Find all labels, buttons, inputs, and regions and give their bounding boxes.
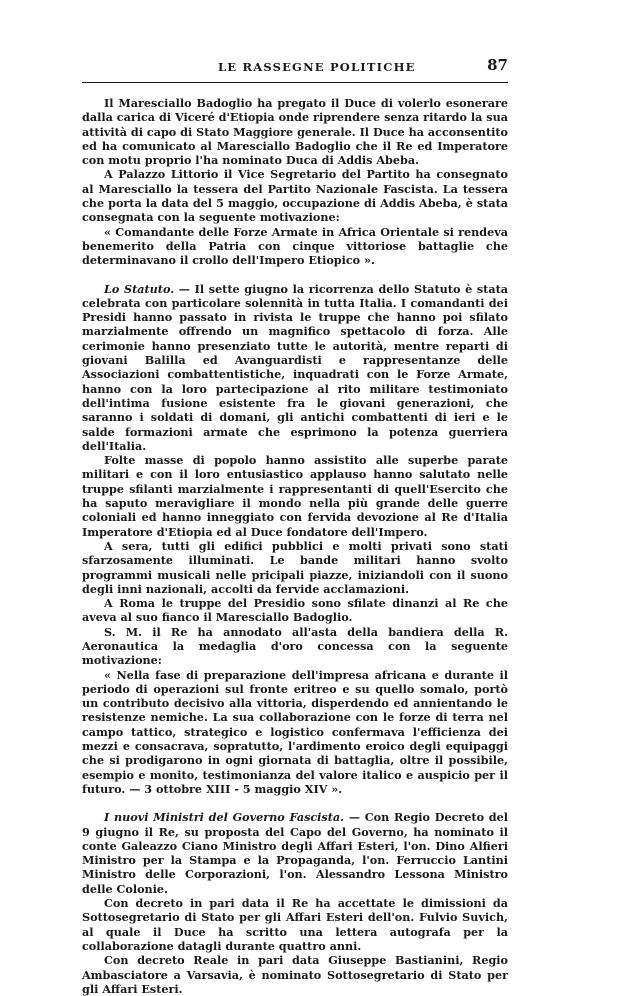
statuto-paragraph-1-text: — Il sette giugno la ricorrenza dello Statuto è stata celebrata con particolare solennità in tutta Italia. I comandanti dei Presidi hanno passato in rivista le truppe che hanno poi sfilato marzialmente offrendo un magnifico spettacolo di forza. Alle cerimonie hanno presenziato tutte le autorità, mentre reparti di giovani Balilla ed Avanguardisti e rappresentanze delle Associazioni combattentistiche, inquadrati con le Forze Armate, hanno con la loro partecipazione al rito militare testimoniato dell'intima fusione esistente fra le giovani generazioni, che saranno i soldati di domani, gli antichi combattenti di ieri e le salde formazioni armate che esprimono la potenza guerriera dell'Italia. [82, 281, 508, 453]
badoglio-paragraph-1: Il Maresciallo Badoglio ha pregato il Duce di volerlo esonerare dalla carica di Viceré d'Etiopia onde riprendere senza ritardo la sua attività di capo di Stato Maggiore generale. Il Duce ha acconsentito ed ha comunicato al Maresciallo Badoglio che il Re ed Imperatore con motu proprio l'ha nominato Duca di Addis Abeba. [82, 96, 508, 168]
statuto-paragraph-1 [82, 282, 508, 454]
badoglio-paragraph-2: A Palazzo Littorio il Vice Segretario del Partito ha consegnato al Maresciallo la tessera del Partito Nazionale Fascista. La tessera che porta la data del 5 maggio, occupazione di Addis Abeba, è stata consegnata con la seguente motivazione: [82, 167, 508, 225]
ministri-paragraph-2: Con decreto in pari data il Re ha accettate le dimissioni da Sottosegretario di Stato per gli Affari Esteri dell'on. Fulvio Suvich, al quale il Duce ha scritto una lettera autografa per la collaborazione datagli durante quattro anni. [82, 896, 508, 953]
ministri-section-title: I nuovi Ministri del Governo Fascista. [104, 810, 345, 825]
section-gap [82, 796, 508, 810]
statuto-paragraph-4: A Roma le truppe del Presidio sono sfilate dinanzi al Re che aveva al suo fianco il Maresciallo Badoglio. [82, 596, 508, 625]
ministri-paragraph-1 [82, 810, 508, 896]
aeronautica-motivation-quote: « Nella fase di preparazione dell'impresa africana e durante il periodo di operazioni sul fronte eritreo e su quello somalo, portò un contributo decisivo alla vittoria, disperdendo ed annientando le resistenze nemiche. La sua collaborazione con le forze di terra nel campo tattico, strategico e logistico confermava l'efficienza dei mezzi e consacrava, sopratutto, l'ardimento eroico degli equipaggi che si prodigarono in ogni giornata di battaglia, oltre il possibile, esempio e monito, testimonianza del valore italico e auspicio per il futuro. — 3 ottobre XIII - 5 maggio XIV ». [82, 667, 508, 796]
statuto-paragraph-2: Folte masse di popolo hanno assistito alle superbe parate militari e con il loro entusiastico applauso hanno salutato nelle truppe sfilanti marzialmente i rappresentanti di quell'Esercito che ha saputo meravigliare il mondo nella più grande delle guerre coloniali ed hanno inneggiato con fervida devozione al Re d'Italia Imperatore d'Etiopia ed al Duce fondatore dell'Impero. [82, 453, 508, 539]
statuto-paragraph-5: S. M. il Re ha annodato all'asta della bandiera della R. Aeronautica la medaglia d'oro concessa con la seguente motivazione: [82, 624, 508, 668]
ministri-paragraph-3: Con decreto Reale in pari data Giuseppe Bastianini, Regio Ambasciatore a Varsavia, è nominato Sottosegretario di Stato per gli Affari Esteri. [82, 953, 508, 996]
statuto-section-title: Lo Statuto. [104, 281, 175, 296]
badoglio-motivation-quote: « Comandante delle Forze Armate in Africa Orientale si rendeva benemerito della Patria con cinque vittoriose battaglie che determinavano il crollo dell'Impero Etiopico ». [82, 224, 508, 268]
statuto-paragraph-3: A sera, tutti gli edifici pubblici e molti privati sono stati sfarzosamente illuminati. Le bande militari hanno svolto programmi musicali nelle pricipali piazze, iniziandoli con il suono degli inni nazionali, accolti da fervide acclamazioni. [82, 538, 508, 596]
running-head: LE RASSEGNE POLITICHE [218, 60, 416, 74]
page-header [82, 58, 508, 83]
ministri-paragraph-1-text: — Con Regio Decreto del 9 giugno il Re, su proposta del Capo del Governo, ha nominato il conte Galeazzo Ciano Ministro degli Affari Esteri, l'on. Dino Alfieri Ministro per la Stampa e la Propaganda, l'on. Ferruccio Lantini Ministro delle Corporazioni, l'on. Alessandro Lessona Ministro delle Colonie. [82, 810, 508, 896]
section-gap [82, 268, 508, 282]
page-number: 87 [487, 56, 508, 74]
article-body [82, 96, 508, 996]
